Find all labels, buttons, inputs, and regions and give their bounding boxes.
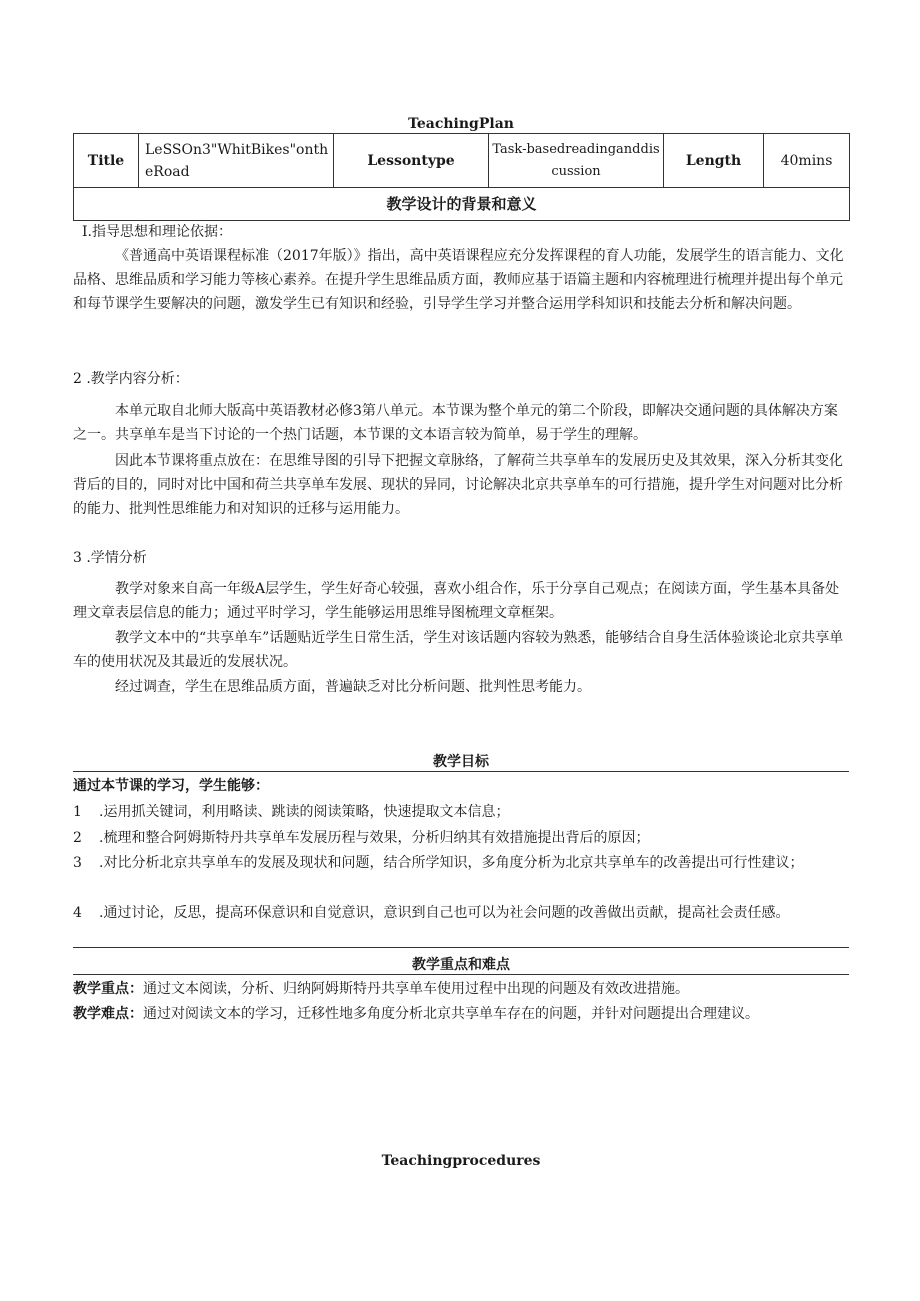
length-label: Length — [664, 134, 764, 188]
teaching-focus-text: 通过文本阅读，分析、归纳阿姆斯特丹共享单车使用过程中出现的问题及有效改进措施。 — [143, 981, 689, 997]
key-points-divider — [73, 974, 849, 975]
length-value: 40mins — [764, 134, 850, 188]
objective-text: .梳理和整合阿姆斯特丹共享单车发展历程与效果，分析归纳其有效措施提出背后的原因； — [99, 830, 650, 846]
section-2-paragraph-1: 本单元取自北师大版高中英语教材必修3第八单元。本节课为整个单元的第二个阶段，即解决交通问题的具体解决方案之一。共享单车是当下讨论的一个热门话题，本节课的文本语言较为简单，易于学生的理解。 — [73, 403, 838, 443]
objective-number: 1 — [73, 804, 82, 820]
teaching-difficulty-label: 教学难点： — [73, 1006, 143, 1022]
objective-number: 2 — [73, 830, 82, 846]
key-points-top-divider — [73, 947, 849, 948]
lesson-info-table — [73, 133, 850, 221]
teaching-focus-label: 教学重点： — [73, 981, 143, 997]
procedures-heading: Teachingprocedures — [381, 1153, 541, 1169]
section-3-heading: 3 .学情分析 — [73, 550, 147, 566]
teaching-focus — [73, 977, 863, 1001]
lesson-type-label: Lessontype — [334, 134, 489, 188]
lesson-type-value: Task-basedreadinganddiscussion — [489, 134, 664, 188]
section-3-paragraph-2: 教学文本中的“共享单车”话题贴近学生日常生活，学生对该话题内容较为熟悉，能够结合自身生活体验谈论北京共享单车的使用状况及其最近的发展状况。 — [73, 630, 844, 670]
section-3-paragraph-3: 经过调查，学生在思维品质方面，普遍缺乏对比分析问题、批判性思考能力。 — [115, 679, 591, 695]
section-3-paragraph-1: 教学对象来自高一年级A层学生，学生好奇心较强，喜欢小组合作，乐于分享自己观点；在阅读方面，学生基本具备处理文章表层信息的能力；通过平时学习，学生能够运用思维导图梳理文章框架。 — [73, 581, 840, 621]
objective-item — [73, 851, 851, 875]
objectives-heading: 教学目标 — [433, 754, 489, 770]
objective-number: 3 — [73, 855, 82, 871]
title-value: LeSSOn3"WhitBikes"ontheRoad — [139, 134, 334, 188]
objective-text: .运用抓关键词，利用略读、跳读的阅读策略，快速提取文本信息； — [99, 804, 510, 820]
objective-item — [73, 800, 851, 824]
objective-text: .对比分析北京共享单车的发展及现状和问题，结合所学知识，多角度分析为北京共享单车的改善提出可行性建议； — [99, 855, 804, 871]
section-1-heading: I.指导思想和理论依据： — [82, 224, 232, 240]
title-label: Title — [74, 134, 139, 188]
objective-number: 4 — [73, 905, 82, 921]
background-section-heading: 教学设计的背景和意义 — [74, 188, 850, 221]
teaching-difficulty-text: 通过对阅读文本的学习，迁移性地多角度分析北京共享单车存在的问题，并针对问题提出合理建议。 — [143, 1006, 759, 1022]
section-2-paragraph-2: 因此本节课将重点放在：在思维导图的引导下把握文章脉络，了解荷兰共享单车的发展历史及其效果，深入分析其变化背后的目的，同时对比中国和荷兰共享单车发展、现状的异同，讨论解决北京共享单车的可行措施，提升学生对问题对比分析的能力、批判性思维能力和对知识的迁移与运用能力。 — [73, 453, 843, 517]
document-title: TeachingPlan — [408, 116, 514, 132]
objective-item — [73, 826, 851, 850]
teaching-difficulty — [73, 1002, 863, 1026]
objective-text: .通过讨论，反思，提高环保意识和自觉意识，意识到自己也可以为社会问题的改善做出贡献，提高社会责任感。 — [99, 905, 790, 921]
objectives-intro: 通过本节课的学习，学生能够： — [73, 778, 269, 794]
section-1-paragraph: 《普通高中英语课程标准（2017年版）》指出，高中英语课程应充分发挥课程的育人功能，发展学生的语言能力、文化品格、思维品质和学习能力等核心素养。在提升学生思维品质方面，教师应基于语篇主题和内容梳理进行梳理并提出每个单元和每节课学生要解决的问题，激发学生已有知识和经验，引导学生学习并整合运用学科知识和技能去分析和解决问题。 — [73, 248, 844, 312]
objectives-divider — [73, 771, 849, 772]
objective-item — [73, 901, 863, 925]
section-2-heading: 2 .教学内容分析： — [73, 371, 189, 387]
key-points-heading: 教学重点和难点 — [412, 957, 510, 973]
